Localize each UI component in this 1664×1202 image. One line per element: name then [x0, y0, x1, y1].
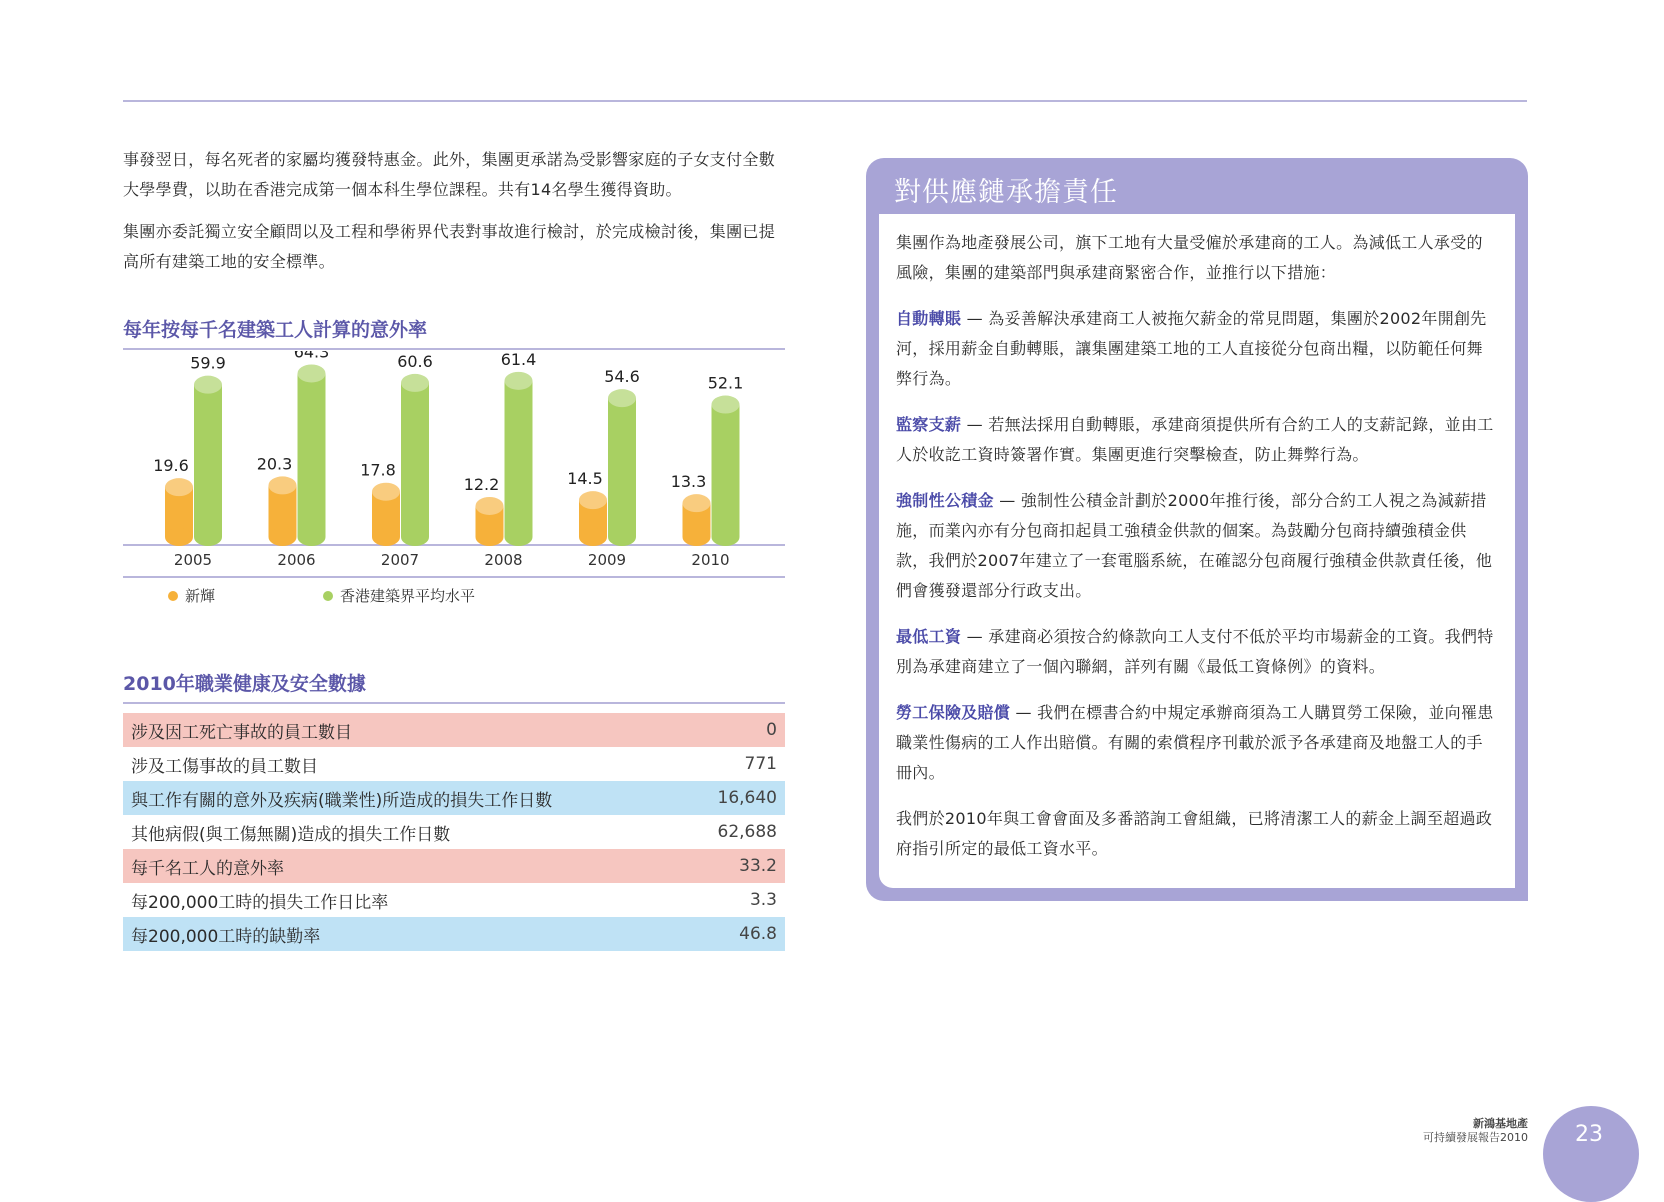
- table-row-label: 每200,000工時的缺勤率: [131, 926, 321, 947]
- data-label: 52.1: [707, 373, 744, 393]
- x-tick-label: 2010: [691, 551, 730, 569]
- accident-rate-chart: [123, 351, 785, 605]
- panel-item-key: 勞工保險及賠償: [896, 703, 1011, 722]
- table-row-label: 每千名工人的意外率: [131, 858, 284, 879]
- legend-swatch: [323, 591, 333, 601]
- table-row: [123, 917, 785, 951]
- bar-top-cap: [372, 483, 400, 501]
- panel-item-key: 監察支薪: [896, 415, 962, 434]
- page-number-badge: [1543, 1106, 1639, 1202]
- legend-swatch: [168, 591, 178, 601]
- bar-bottom-cap: [608, 528, 636, 546]
- legend-label: 新輝: [185, 587, 216, 605]
- panel-item-text: — 為妥善解決承建商工人被拖欠薪金的常見問題，集團於2002年開創先河，採用薪金自動轉賬，讓集團建築工地的工人直接從分包商出糧，以防範任何舞弊行為。: [896, 309, 1487, 388]
- table-row-label: 與工作有關的意外及疾病(職業性)所造成的損失工作日數: [131, 790, 553, 811]
- bar-hk-average-2005: [194, 385, 222, 537]
- table-row-value: 62,688: [717, 822, 777, 842]
- chart-section: [123, 315, 785, 350]
- chart-svg: [123, 351, 785, 611]
- footer-company: 新鴻基地產: [1473, 1117, 1528, 1130]
- table-row: [123, 883, 785, 917]
- bar-bottom-cap: [505, 528, 533, 546]
- bar-bottom-cap: [372, 528, 400, 546]
- bar-bottom-cap: [579, 528, 607, 546]
- bar-top-cap: [269, 476, 297, 494]
- panel-closing: 我們於2010年與工會會面及多番諮詢工會組織，已將清潔工人的薪金上調至超過政府指引所定的最低工資水平。: [896, 809, 1493, 858]
- data-label: 19.6: [153, 456, 189, 476]
- chart-section-title: 每年按每千名建築工人計算的意外率: [123, 315, 785, 350]
- page-number: 23: [1575, 1122, 1603, 1147]
- bar-bottom-cap: [194, 528, 222, 546]
- table-row-value: 46.8: [739, 924, 777, 944]
- bar-top-cap: [165, 478, 193, 496]
- ohs-data-table: [123, 713, 785, 951]
- panel-item-minimum-wage: [896, 622, 1499, 682]
- data-label: 12.2: [463, 474, 500, 494]
- panel-item-text: — 強制性公積金計劃於2000年推行後，部分合約工人視之為減薪措施，而業內亦有分包商扣起員工強積金供款的個案。為鼓勵分包商持續強積金供款，我們於2007年建立了一套電腦系統，在確認分包商履行強積金供款責任後，他們會獲發還部分行政支出。: [896, 491, 1493, 600]
- data-label: 20.3: [256, 454, 293, 474]
- legend-label: 香港建築界平均水平: [340, 587, 476, 605]
- bar-top-cap: [608, 389, 636, 407]
- table-row: [123, 849, 785, 883]
- panel-content: [879, 214, 1515, 888]
- x-tick-label: 2006: [277, 551, 316, 569]
- panel-intro: 集團作為地產發展公司，旗下工地有大量受僱於承建商的工人。為減低工人承受的風險，集團的建築部門與承建商緊密合作，並推行以下措施：: [896, 233, 1483, 282]
- left-column: [123, 145, 785, 947]
- data-label: 17.8: [360, 460, 396, 480]
- panel-item-text: — 若無法採用自動轉賬，承建商須提供所有合約工人的支薪記錄，並由工人於收訖工資時簽署作實。集團更進行突擊檢查，防止舞弊行為。: [896, 415, 1494, 464]
- panel-item-key: 最低工資: [896, 627, 962, 646]
- table-row-value: 0: [766, 720, 777, 740]
- table-row-value: 3.3: [749, 890, 777, 910]
- panel-item-key: 強制性公積金: [896, 491, 994, 510]
- data-label: 14.5: [567, 469, 603, 489]
- bar-hk-average-2008: [505, 381, 533, 537]
- x-tick-label: 2008: [484, 551, 523, 569]
- data-label: 13.3: [670, 472, 707, 492]
- panel-item-text: — 我們在標書合約中規定承辦商須為工人購買勞工保險，並向罹患職業性傷病的工人作出賠償。有關的索償程序刊載於派予各承建商及地盤工人的手冊內。: [896, 703, 1494, 782]
- table-row-value: 16,640: [717, 788, 777, 808]
- bar-top-cap: [579, 491, 607, 509]
- table-row-label: 涉及因工死亡事故的員工數目: [131, 722, 352, 743]
- panel-title: 對供應鏈承擔責任: [894, 177, 1118, 208]
- intro-paragraph-1: 事發翌日，每名死者的家屬均獲發特惠金。此外，集團更承諾為受影響家庭的子女支付全數大學學費，以助在香港完成第一個本科生學位課程。共有14名學生獲得資助。: [123, 150, 776, 199]
- bar-top-cap: [194, 376, 222, 394]
- bar-bottom-cap: [401, 528, 429, 546]
- bar-top-cap: [505, 372, 533, 390]
- data-label: 54.6: [604, 367, 640, 387]
- table-section: [123, 669, 785, 704]
- table-row: [123, 781, 785, 815]
- table-section-title: 2010年職業健康及安全數據: [123, 669, 785, 704]
- bar-hk-average-2009: [608, 398, 636, 537]
- data-label: 61.4: [500, 351, 537, 369]
- bar-top-cap: [298, 364, 326, 382]
- table-row-label: 其他病假(與工傷無關)造成的損失工作日數: [131, 824, 451, 845]
- supply-chain-panel: [866, 158, 1528, 901]
- bar-top-cap: [476, 497, 504, 515]
- panel-item-mpf: [896, 486, 1499, 606]
- bar-hk-average-2010: [712, 405, 740, 537]
- table-row-label: 涉及工傷事故的員工數目: [131, 756, 318, 777]
- intro-paragraph-2: 集團亦委託獨立安全顧問以及工程和學術界代表對事故進行檢討，於完成檢討後，集團已提高所有建築工地的安全標準。: [123, 222, 776, 271]
- x-tick-label: 2007: [380, 551, 420, 569]
- bar-bottom-cap: [165, 528, 193, 546]
- data-label: 59.9: [190, 353, 226, 373]
- bar-hk-average-2007: [401, 383, 429, 537]
- panel-item-auto-transfer: [896, 304, 1499, 394]
- bar-bottom-cap: [683, 528, 711, 546]
- x-tick-label: 2009: [587, 551, 627, 569]
- bar-top-cap: [683, 494, 711, 512]
- top-rule: [123, 100, 1527, 102]
- panel-item-key: 自動轉賬: [896, 309, 962, 328]
- data-label: 64.3: [293, 351, 330, 362]
- bar-bottom-cap: [269, 528, 297, 546]
- table-row-label: 每200,000工時的損失工作日比率: [131, 892, 389, 913]
- bar-hk-average-2006: [298, 373, 326, 537]
- bar-top-cap: [401, 374, 429, 392]
- panel-item-insurance: [896, 698, 1499, 788]
- bar-bottom-cap: [712, 528, 740, 546]
- table-row-value: 771: [744, 754, 777, 774]
- bar-bottom-cap: [476, 528, 504, 546]
- footer-report: 可持續發展報告2010: [1423, 1131, 1528, 1144]
- data-label: 60.6: [397, 351, 433, 371]
- bar-bottom-cap: [298, 528, 326, 546]
- panel-item-payroll-monitoring: [896, 410, 1499, 470]
- table-row: [123, 747, 785, 781]
- table-row: [123, 815, 785, 849]
- table-row: [123, 713, 785, 747]
- footer-report-name: [1423, 1117, 1528, 1145]
- panel-item-text: — 承建商必須按合約條款向工人支付不低於平均市場薪金的工資。我們特別為承建商建立了一個內聯網，詳列有關《最低工資條例》的資料。: [896, 627, 1494, 676]
- x-tick-label: 2005: [173, 551, 213, 569]
- table-row-value: 33.2: [739, 856, 777, 876]
- bar-top-cap: [712, 396, 740, 414]
